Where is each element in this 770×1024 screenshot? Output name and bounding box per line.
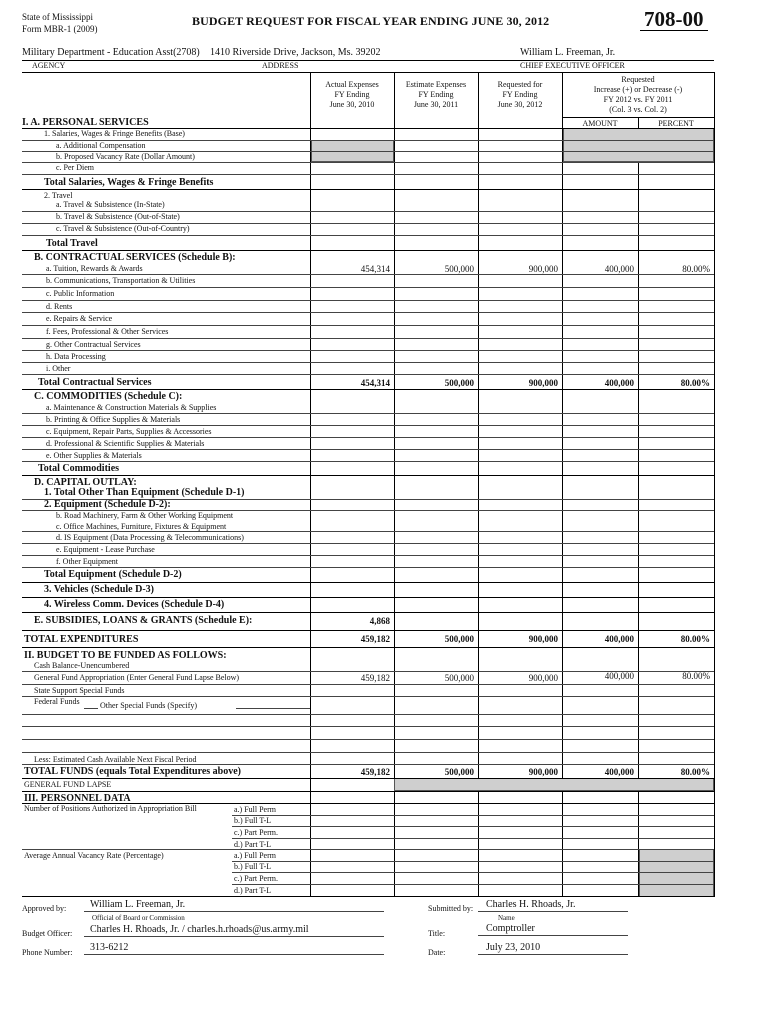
row-line	[22, 582, 714, 583]
title-underline	[478, 935, 628, 936]
general-amount: 400,000	[604, 671, 634, 681]
tuition-estimate: 500,000	[444, 264, 474, 274]
approved-sub: Official of Board or Commission	[92, 914, 185, 922]
label-vr-part-perm: c.) Part Perm.	[234, 874, 278, 883]
total-contractual-percent: 80.00%	[680, 378, 710, 388]
agency-address: 1410 Riverside Drive, Jackson, Ms. 39202	[210, 47, 381, 58]
label-road-machinery: b. Road Machinery, Farm & Other Working Equipment	[56, 511, 234, 520]
label-vacancy-rate: Average Annual Vacancy Rate (Percentage)	[24, 851, 164, 860]
row-line	[22, 437, 714, 438]
label-full-tl: b.) Full T-L	[234, 816, 272, 825]
label-cash-balance: Cash Balance-Unencumbered	[34, 661, 130, 670]
label-professional-supplies: d. Professional & Scientific Supplies & Materials	[46, 439, 205, 448]
label-wireless: 4. Wireless Comm. Devices (Schedule D-4)	[44, 599, 225, 610]
tuition-percent: 80.00%	[682, 264, 710, 274]
row-line	[22, 597, 714, 598]
row-line	[22, 752, 714, 753]
label-travel-out: b. Travel & Subsistence (Out-of-State)	[56, 212, 180, 221]
submit-date: July 23, 2010	[486, 942, 541, 953]
row-line	[22, 555, 714, 556]
row-line	[22, 726, 714, 727]
col-change-header: Requested Increase (+) or Decrease (-) FY 2012 vs. FY 2011 (Col. 3 vs. Col. 2)	[593, 75, 683, 114]
form-id: Form MBR-1 (2009)	[22, 24, 98, 34]
label-total-travel: Total Travel	[46, 238, 98, 249]
federal-underline	[84, 708, 98, 709]
total-exp-estimate: 500,000	[444, 634, 474, 644]
other-special-underline	[236, 708, 310, 709]
officer-title: Comptroller	[486, 923, 535, 934]
general-actual: 459,182	[360, 673, 390, 683]
label-vacancy: b. Proposed Vacancy Rate (Dollar Amount)	[56, 152, 195, 161]
total-contractual-requested: 900,000	[528, 378, 558, 388]
row-line	[22, 374, 714, 375]
state-name: State of Mississippi	[22, 12, 94, 22]
header-rule-2	[22, 72, 714, 73]
label-other-equipment: f. Other Equipment	[56, 557, 118, 566]
col-actual-header: Actual Expenses FY Ending June 30, 2010	[325, 80, 379, 109]
title-label: Title:	[428, 929, 446, 938]
budget-underline	[84, 936, 384, 937]
label-tuition: a. Tuition, Rewards & Awards	[46, 264, 143, 273]
label-positions: Number of Positions Authorized in Appropriation Bill	[24, 804, 197, 813]
col-amount-header: AMOUNT	[582, 119, 618, 128]
label-total-funds: TOTAL FUNDS (equals Total Expenditures above)	[24, 766, 241, 777]
shade-vacancy-rate	[639, 849, 714, 897]
label-vr-full-tl: b.) Full T-L	[234, 862, 272, 871]
shade-change-salaries	[563, 128, 714, 162]
row-line	[22, 791, 714, 792]
tuition-amount: 400,000	[604, 264, 634, 274]
form-number: 708-00	[640, 8, 708, 31]
name-sub: Name	[498, 914, 515, 922]
row-line	[22, 449, 714, 450]
section-subsidies: E. SUBSIDIES, LOANS & GRANTS (Schedule E):	[34, 615, 253, 626]
label-travel-in: a. Travel & Subsistence (In-State)	[56, 200, 165, 209]
row-line	[232, 872, 714, 873]
total-funds-actual: 459,182	[360, 767, 390, 777]
col-estimate-header: Estimate Expenses FY Ending June 30, 2011	[405, 80, 467, 109]
label-is-equipment: d. IS Equipment (Data Processing & Telecommunications)	[56, 533, 244, 542]
label-other-than-equipment: 1. Total Other Than Equipment (Schedule D-1)	[44, 487, 245, 498]
total-funds-requested: 900,000	[528, 767, 558, 777]
label-other-contractual: g. Other Contractual Services	[46, 340, 141, 349]
total-funds-amount: 400,000	[604, 767, 634, 777]
label-part-tl: d.) Part T-L	[234, 840, 272, 849]
total-funds-estimate: 500,000	[444, 767, 474, 777]
section-funded: II. BUDGET TO BE FUNDED AS FOLLOWS:	[24, 650, 227, 661]
label-per-diem: c. Per Diem	[56, 163, 94, 172]
label-lease-purchase: e. Equipment - Lease Purchase	[56, 545, 155, 554]
label-repairs: e. Repairs & Service	[46, 314, 113, 323]
row-line	[22, 849, 714, 850]
row-line	[22, 189, 714, 190]
total-exp-actual: 459,182	[360, 634, 390, 644]
row-line	[22, 778, 714, 779]
row-line	[22, 312, 714, 313]
label-less-cash: Less: Estimated Cash Available Next Fiscal Period	[34, 755, 197, 764]
label-total-expenditures: TOTAL EXPENDITURES	[24, 634, 139, 645]
date-label: Date:	[428, 948, 446, 957]
label-part-perm: c.) Part Perm.	[234, 828, 278, 837]
address-label: ADDRESS	[262, 61, 299, 70]
agency-name: Military Department - Education Asst(2708)	[22, 47, 200, 58]
tuition-requested: 900,000	[528, 264, 558, 274]
total-contractual-estimate: 500,000	[444, 378, 474, 388]
row-line	[22, 696, 714, 697]
row-line	[22, 174, 714, 175]
budget-officer: Charles H. Rhoads, Jr. / charles.h.rhoads@us.army.mil	[90, 924, 309, 935]
row-line	[22, 630, 714, 631]
grid-v6	[714, 72, 715, 897]
label-travel: 2. Travel	[44, 191, 73, 200]
label-public-info: c. Public Information	[46, 289, 115, 298]
label-gf-lapse: GENERAL FUND LAPSE	[24, 780, 112, 789]
row-line	[22, 543, 714, 544]
total-exp-percent: 80.00%	[680, 634, 710, 644]
section-contractual: B. CONTRACTUAL SERVICES (Schedule B):	[34, 252, 236, 263]
total-exp-requested: 900,000	[528, 634, 558, 644]
row-line	[22, 475, 714, 476]
agency-label: AGENCY	[32, 61, 66, 70]
row-line	[22, 325, 714, 326]
label-maintenance: a. Maintenance & Construction Materials & Supplies	[46, 403, 217, 412]
row-line	[22, 567, 714, 568]
row-line	[22, 647, 714, 648]
section-personnel: III. PERSONNEL DATA	[24, 793, 131, 804]
label-total-contractual: Total Contractual Services	[38, 377, 152, 388]
section-capital: D. CAPITAL OUTLAY:	[34, 477, 137, 488]
label-additional-comp: a. Additional Compensation	[56, 141, 146, 150]
label-federal-funds: Federal Funds	[34, 697, 80, 706]
total-contractual-amount: 400,000	[604, 378, 634, 388]
label-equipment-repair: c. Equipment, Repair Parts, Supplies & Accessories	[46, 427, 212, 436]
col-percent-header: PERCENT	[658, 119, 694, 128]
label-total-commodities: Total Commodities	[38, 463, 120, 474]
col-requested-header: Requested for FY Ending June 30, 2012	[497, 80, 543, 109]
section-commodities: C. COMMODITIES (Schedule C):	[34, 391, 183, 402]
row-line	[232, 826, 714, 827]
label-travel-country: c. Travel & Subsistence (Out-of-Country)	[56, 224, 190, 233]
label-data-processing: h. Data Processing	[46, 352, 106, 361]
row-line	[22, 350, 714, 351]
phone-number: 313-6212	[90, 942, 129, 953]
label-other-supplies: e. Other Supplies & Materials	[46, 451, 142, 460]
label-other: i. Other	[46, 364, 71, 373]
total-exp-amount: 400,000	[604, 634, 634, 644]
label-fees: f. Fees, Professional & Other Services	[46, 327, 169, 336]
label-state-support: State Support Special Funds	[34, 686, 125, 695]
row-line	[22, 338, 714, 339]
shade-gf-lapse	[394, 778, 714, 791]
chief-officer: William L. Freeman, Jr.	[520, 47, 616, 58]
submitted-underline	[478, 911, 628, 912]
row-line	[22, 425, 714, 426]
submitted-name: Charles H. Rhoads, Jr.	[486, 899, 576, 910]
label-vehicles: 3. Vehicles (Schedule D-3)	[44, 584, 154, 595]
row-line	[22, 896, 714, 897]
page-title: BUDGET REQUEST FOR FISCAL YEAR ENDING JUNE 30, 2012	[192, 14, 550, 28]
row-line	[232, 884, 714, 885]
row-line	[22, 362, 714, 363]
total-contractual-actual: 454,314	[360, 378, 390, 388]
label-printing: b. Printing & Office Supplies & Materials	[46, 415, 181, 424]
section-personal: I. A. PERSONAL SERVICES	[22, 117, 149, 128]
general-requested: 900,000	[528, 673, 558, 683]
row-line	[22, 413, 714, 414]
row-line	[232, 861, 714, 862]
label-salaries: 1. Salaries, Wages & Fringe Benefits (Base)	[44, 129, 185, 138]
row-line	[232, 815, 714, 816]
row-line	[22, 612, 714, 613]
row-line	[22, 287, 714, 288]
phone-underline	[84, 954, 384, 955]
officer-label: CHIEF EXECUTIVE OFFICER	[520, 61, 625, 70]
approved-name: William L. Freeman, Jr.	[90, 899, 186, 910]
row-line	[22, 162, 714, 163]
budget-label: Budget Officer:	[22, 929, 73, 938]
subsidies-actual: 4,868	[369, 616, 390, 626]
total-funds-percent: 80.00%	[680, 767, 710, 777]
row-line	[22, 739, 714, 740]
row-line	[22, 235, 714, 236]
label-office-machines: c. Office Machines, Furniture, Fixtures & Equipment	[56, 522, 227, 531]
row-line	[22, 684, 714, 685]
row-line	[22, 714, 714, 715]
submitted-label: Submitted by:	[428, 904, 474, 913]
label-total-salaries: Total Salaries, Wages & Fringe Benefits	[44, 177, 214, 188]
label-full-perm: a.) Full Perm	[234, 805, 276, 814]
approved-label: Approved by:	[22, 904, 67, 913]
row-line	[22, 300, 714, 301]
label-other-special: Other Special Funds (Specify)	[100, 701, 198, 710]
label-rents: d. Rents	[46, 302, 73, 311]
row-line	[22, 250, 714, 251]
label-equipment: 2. Equipment (Schedule D-2):	[44, 499, 171, 510]
date-underline	[478, 954, 628, 955]
row-line	[232, 838, 714, 839]
tuition-actual: 454,314	[360, 264, 390, 274]
label-total-equipment: Total Equipment (Schedule D-2)	[44, 569, 182, 580]
label-communications: b. Communications, Transportation & Utilities	[46, 276, 196, 285]
row-line	[22, 389, 714, 390]
label-general-fund: General Fund Appropriation (Enter General Fund Lapse Below)	[34, 673, 240, 682]
general-estimate: 500,000	[444, 673, 474, 683]
general-percent: 80.00%	[682, 671, 710, 681]
label-vr-full-perm: a.) Full Perm	[234, 851, 276, 860]
row-line	[22, 274, 714, 275]
row-line	[22, 461, 714, 462]
phone-label: Phone Number:	[22, 948, 73, 957]
approved-underline	[84, 911, 384, 912]
label-vr-part-tl: d.) Part T-L	[234, 886, 272, 895]
